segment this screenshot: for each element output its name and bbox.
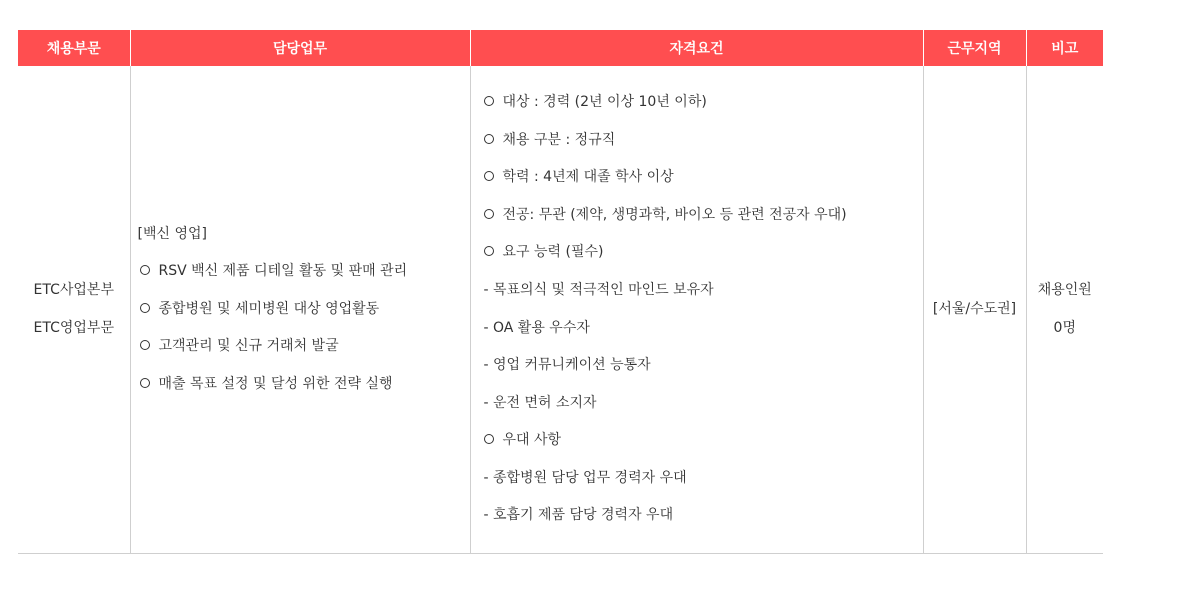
qual-item: 우대 사항 bbox=[484, 422, 923, 460]
region-cell bbox=[923, 66, 1026, 554]
header-qualification: 자격요건 bbox=[470, 30, 923, 66]
duty-item: 고객관리 및 신규 거래처 발굴 bbox=[138, 328, 470, 366]
table-row bbox=[18, 66, 1103, 554]
circle-bullet-icon bbox=[140, 378, 150, 388]
note-cell bbox=[1026, 66, 1103, 554]
qual-item: 전공: 무관 (제약, 생명과학, 바이오 등 관련 전공자 우대) bbox=[484, 197, 923, 235]
qual-subitem: - 영업 커뮤니케이션 능통자 bbox=[483, 357, 651, 374]
duty-item: 종합병원 및 세미병원 대상 영업활동 bbox=[138, 291, 470, 329]
qual-subitem: - 운전 면허 소지자 bbox=[483, 394, 597, 411]
recruitment-table bbox=[18, 30, 1103, 554]
duty-item: 매출 목표 설정 및 달성 위한 전략 실행 bbox=[138, 366, 470, 404]
duty-item: RSV 백신 제품 디테일 활동 및 판매 관리 bbox=[138, 253, 470, 291]
qual-subitem: - 종합병원 담당 업무 경력자 우대 bbox=[483, 469, 687, 486]
circle-bullet-icon bbox=[140, 303, 150, 313]
header-dept: 채용부문 bbox=[18, 30, 130, 66]
circle-bullet-icon bbox=[484, 434, 494, 444]
circle-bullet-icon bbox=[484, 96, 494, 106]
circle-bullet-icon bbox=[484, 209, 494, 219]
note-line-2: 0명 bbox=[1053, 319, 1076, 336]
qual-item: 대상 : 경력 (2년 이상 10년 이하) bbox=[484, 84, 923, 122]
qualification-cell bbox=[470, 66, 923, 554]
note-line-1: 채용인원 bbox=[1037, 281, 1092, 298]
qual-item: 채용 구분 : 정규직 bbox=[484, 122, 923, 160]
circle-bullet-icon bbox=[484, 171, 494, 181]
qual-subitem: - 호흡기 제품 담당 경력자 우대 bbox=[483, 507, 674, 524]
dept-cell bbox=[18, 66, 130, 554]
circle-bullet-icon bbox=[484, 246, 494, 256]
header-duty: 담당업무 bbox=[130, 30, 470, 66]
qual-item: 학력 : 4년제 대졸 학사 이상 bbox=[484, 159, 923, 197]
circle-bullet-icon bbox=[140, 265, 150, 275]
qual-subitem: - OA 활용 우수자 bbox=[483, 319, 590, 336]
dept-line-1: ETC사업본부 bbox=[33, 281, 114, 298]
qual-item: 요구 능력 (필수) bbox=[484, 234, 923, 272]
qual-subitem: - 목표의식 및 적극적인 마인드 보유자 bbox=[483, 281, 714, 298]
duty-title: [백신 영업] bbox=[137, 225, 207, 242]
header-region: 근무지역 bbox=[923, 30, 1026, 66]
duty-cell bbox=[130, 66, 470, 554]
dept-line-2: ETC영업부문 bbox=[33, 319, 114, 336]
region-text: [서울/수도권] bbox=[932, 300, 1017, 317]
circle-bullet-icon bbox=[484, 134, 494, 144]
table-header-row bbox=[18, 30, 1103, 66]
header-note: 비고 bbox=[1026, 30, 1103, 66]
circle-bullet-icon bbox=[140, 340, 150, 350]
